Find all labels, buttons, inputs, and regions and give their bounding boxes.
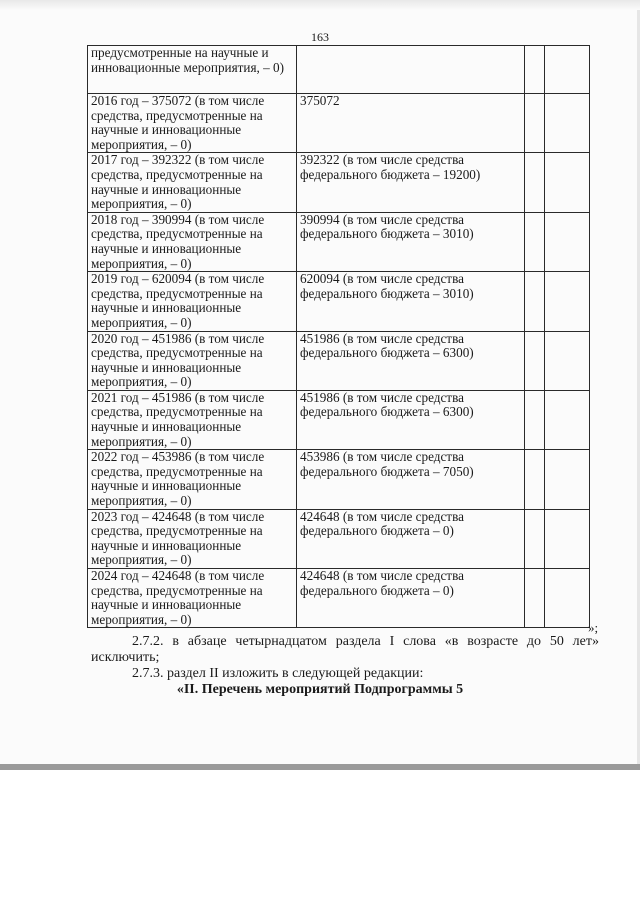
- table-cell-empty: [525, 94, 545, 153]
- table-cell-empty: [545, 509, 590, 568]
- table-cell-empty: [525, 46, 545, 94]
- table-cell-total: 2019 год – 620094 (в том числе средства, предусмотренные на научные и инновационные мероприятия, – 0): [88, 272, 297, 331]
- table-cell-detail: 390994 (в том числе средства федерального бюджета – 3010): [297, 212, 525, 271]
- table-cell-empty: [525, 509, 545, 568]
- table-row: [88, 212, 590, 271]
- table-row: [88, 272, 590, 331]
- table-cell-total: 2023 год – 424648 (в том числе средства, предусмотренные на научные и инновационные мероприятия, – 0): [88, 509, 297, 568]
- closing-quote: »;: [588, 620, 599, 635]
- table-row: [88, 331, 590, 390]
- table-cell-empty: [545, 390, 590, 449]
- table-cell-detail: 453986 (в том числе средства федерального бюджета – 7050): [297, 450, 525, 509]
- table-cell-empty: [545, 569, 590, 628]
- table-cell-total: 2016 год – 375072 (в том числе средства, предусмотренные на научные и инновационные мероприятия, – 0): [88, 94, 297, 153]
- table-row: [88, 509, 590, 568]
- table-cell-empty: [525, 450, 545, 509]
- paragraph-2-7-2: [91, 634, 599, 666]
- table-cell-total: 2024 год – 424648 (в том числе средства, предусмотренные на научные и инновационные мероприятия, – 0): [88, 569, 297, 628]
- table-cell-empty: [525, 153, 545, 212]
- table-cell-empty: [545, 153, 590, 212]
- paragraph-text: 2.7.2. в абзаце четырнадцатом раздела I слова «в возрасте до 50 лет» исключить;: [91, 634, 599, 665]
- table-cell-detail: 375072: [297, 94, 525, 153]
- table-cell-empty: [545, 331, 590, 390]
- table-cell-detail: 451986 (в том числе средства федерального бюджета – 6300): [297, 390, 525, 449]
- table-cell-detail: 424648 (в том числе средства федерального бюджета – 0): [297, 509, 525, 568]
- table-row: [88, 94, 590, 153]
- table-cell-total: 2021 год – 451986 (в том числе средства, предусмотренные на научные и инновационные мероприятия, – 0): [88, 390, 297, 449]
- table-cell-detail: [297, 46, 525, 94]
- table-cell-empty: [525, 390, 545, 449]
- table-cell-empty: [525, 212, 545, 271]
- table-row: [88, 153, 590, 212]
- page-number: 163: [311, 30, 329, 44]
- table-cell-detail: 451986 (в том числе средства федерального бюджета – 6300): [297, 331, 525, 390]
- funding-table: [87, 45, 590, 628]
- table-cell-empty: [525, 272, 545, 331]
- section-heading: «II. Перечень мероприятий Подпрограммы 5: [176, 682, 464, 697]
- table-cell-detail: 424648 (в том числе средства федерального бюджета – 0): [297, 569, 525, 628]
- table-row: [88, 46, 590, 94]
- table-cell-empty: [545, 212, 590, 271]
- table-cell-empty: [545, 450, 590, 509]
- table-cell-detail: 392322 (в том числе средства федерального бюджета – 19200): [297, 153, 525, 212]
- table-cell-empty: [545, 272, 590, 331]
- table-cell-total: 2020 год – 451986 (в том числе средства, предусмотренные на научные и инновационные мероприятия, – 0): [88, 331, 297, 390]
- table-cell-empty: [525, 569, 545, 628]
- table-cell-total: 2018 год – 390994 (в том числе средства, предусмотренные на научные и инновационные мероприятия, – 0): [88, 212, 297, 271]
- table-row: [88, 390, 590, 449]
- table-row: [88, 569, 590, 628]
- table-cell-total: предусмотренные на научные и инновационные мероприятия, – 0): [88, 46, 297, 94]
- table-cell-total: 2022 год – 453986 (в том числе средства, предусмотренные на научные и инновационные мероприятия, – 0): [88, 450, 297, 509]
- table-cell-empty: [545, 46, 590, 94]
- table-cell-total: 2017 год – 392322 (в том числе средства, предусмотренные на научные и инновационные мероприятия, – 0): [88, 153, 297, 212]
- paragraph-2-7-3: 2.7.3. раздел II изложить в следующей редакции:: [132, 666, 424, 681]
- table-cell-empty: [545, 94, 590, 153]
- table-row: [88, 450, 590, 509]
- table-cell-detail: 620094 (в том числе средства федерального бюджета – 3010): [297, 272, 525, 331]
- table-cell-empty: [525, 331, 545, 390]
